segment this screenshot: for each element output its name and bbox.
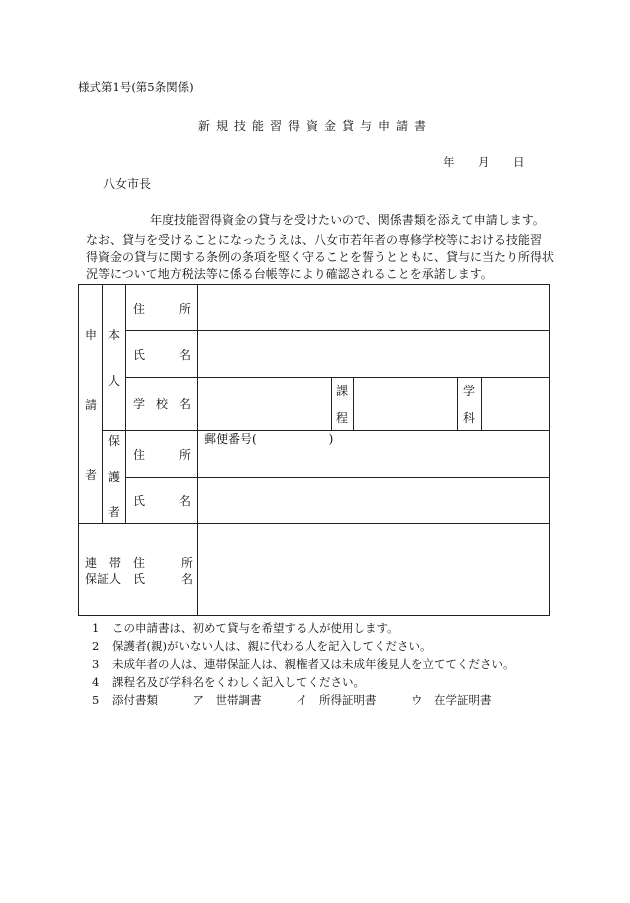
divider	[102, 285, 103, 523]
self-address-label-2: 所	[179, 302, 192, 316]
date-month-label: 月	[478, 155, 490, 169]
body-line-1: 年度技能習得資金の貸与を受けたいので、関係書類を添えて申請します。	[150, 213, 545, 227]
guarantor-label-1: 連 帯	[85, 556, 122, 570]
date-day-label: 日	[513, 155, 525, 169]
applicant-label-2: 請	[85, 398, 98, 412]
guardian-address-field[interactable]	[198, 431, 548, 476]
note-text: 添付書類 ア 世帯調書 イ 所得証明書 ウ 在学証明書	[112, 693, 492, 707]
divider	[331, 377, 332, 430]
form-number: 様式第1号(第5条関係)	[78, 80, 194, 94]
guardian-name-label-1: 氏	[133, 494, 146, 508]
guardian-label-2: 護	[108, 470, 121, 484]
note-1	[92, 623, 399, 635]
department-field[interactable]	[482, 378, 548, 429]
note-text: この申請書は、初めて貸与を希望する人が使用します。	[112, 621, 399, 635]
guardian-name-label-2: 名	[179, 494, 192, 508]
note-number: 2	[92, 639, 100, 653]
self-name-field[interactable]	[198, 331, 548, 376]
applicant-label-1: 申	[85, 328, 98, 342]
guardian-address-label-1: 住	[133, 448, 146, 462]
note-text: 未成年者の人は、連帯保証人は、親権者又は未成年後見人を立ててください。	[112, 657, 515, 671]
self-label-1: 本	[108, 328, 121, 342]
note-number: 5	[92, 693, 100, 707]
date-year-label: 年	[443, 155, 455, 169]
divider	[125, 285, 126, 523]
application-table	[78, 284, 550, 616]
body-line-4: 況等について地方税法等に係る台帳等により確認されることを承諾します。	[86, 267, 493, 281]
guardian-name-field[interactable]	[198, 478, 548, 522]
note-3	[92, 659, 515, 671]
course-field[interactable]	[354, 378, 456, 429]
department-label-2: 科	[463, 411, 476, 425]
note-number: 1	[92, 621, 100, 635]
body-line-3: 得資金の貸与に関する条例の条項を堅く守ることを誓うとともに、貸与に当たり所得状	[86, 250, 555, 264]
note-4	[92, 677, 365, 689]
self-address-label-1: 住	[133, 302, 146, 316]
note-number: 3	[92, 657, 100, 671]
guardian-address-label-2: 所	[179, 448, 192, 462]
applicant-label-3: 者	[85, 468, 98, 482]
course-label-2: 程	[336, 411, 349, 425]
guarantor-label-2: 保証人	[85, 572, 122, 586]
note-text: 保護者(親)がいない人は、親に代わる人を記入してください。	[112, 639, 432, 653]
divider	[457, 377, 458, 430]
guardian-label-1: 保	[108, 434, 121, 448]
school-label-1: 学	[133, 397, 146, 411]
body-line-2: なお、貸与を受けることになったうえは、八女市若年者の専修学校等における技能習	[86, 233, 543, 247]
note-number: 4	[92, 675, 100, 689]
school-label-2: 校	[156, 397, 169, 411]
self-label-2: 人	[108, 374, 121, 388]
course-label-1: 課	[336, 384, 349, 398]
self-address-field[interactable]	[198, 286, 548, 329]
note-5	[92, 695, 492, 707]
document-title: 新規技能習得資金貸与申請書	[197, 119, 432, 133]
self-name-label-1: 氏	[133, 348, 146, 362]
guarantor-address-label: 住 所	[133, 556, 194, 570]
school-name-field[interactable]	[198, 378, 330, 429]
note-2	[92, 641, 431, 653]
note-text: 課程名及び学科名をくわしく記入してください。	[112, 675, 365, 689]
addressee: 八女市長	[103, 177, 152, 191]
self-name-label-2: 名	[179, 348, 192, 362]
guarantor-field[interactable]	[198, 524, 548, 614]
postal-code-label: 郵便番号( )	[204, 432, 334, 446]
guardian-label-3: 者	[108, 505, 121, 519]
department-label-1: 学	[463, 384, 476, 398]
school-label-3: 名	[179, 397, 192, 411]
guarantor-name-label: 氏 名	[133, 572, 194, 586]
